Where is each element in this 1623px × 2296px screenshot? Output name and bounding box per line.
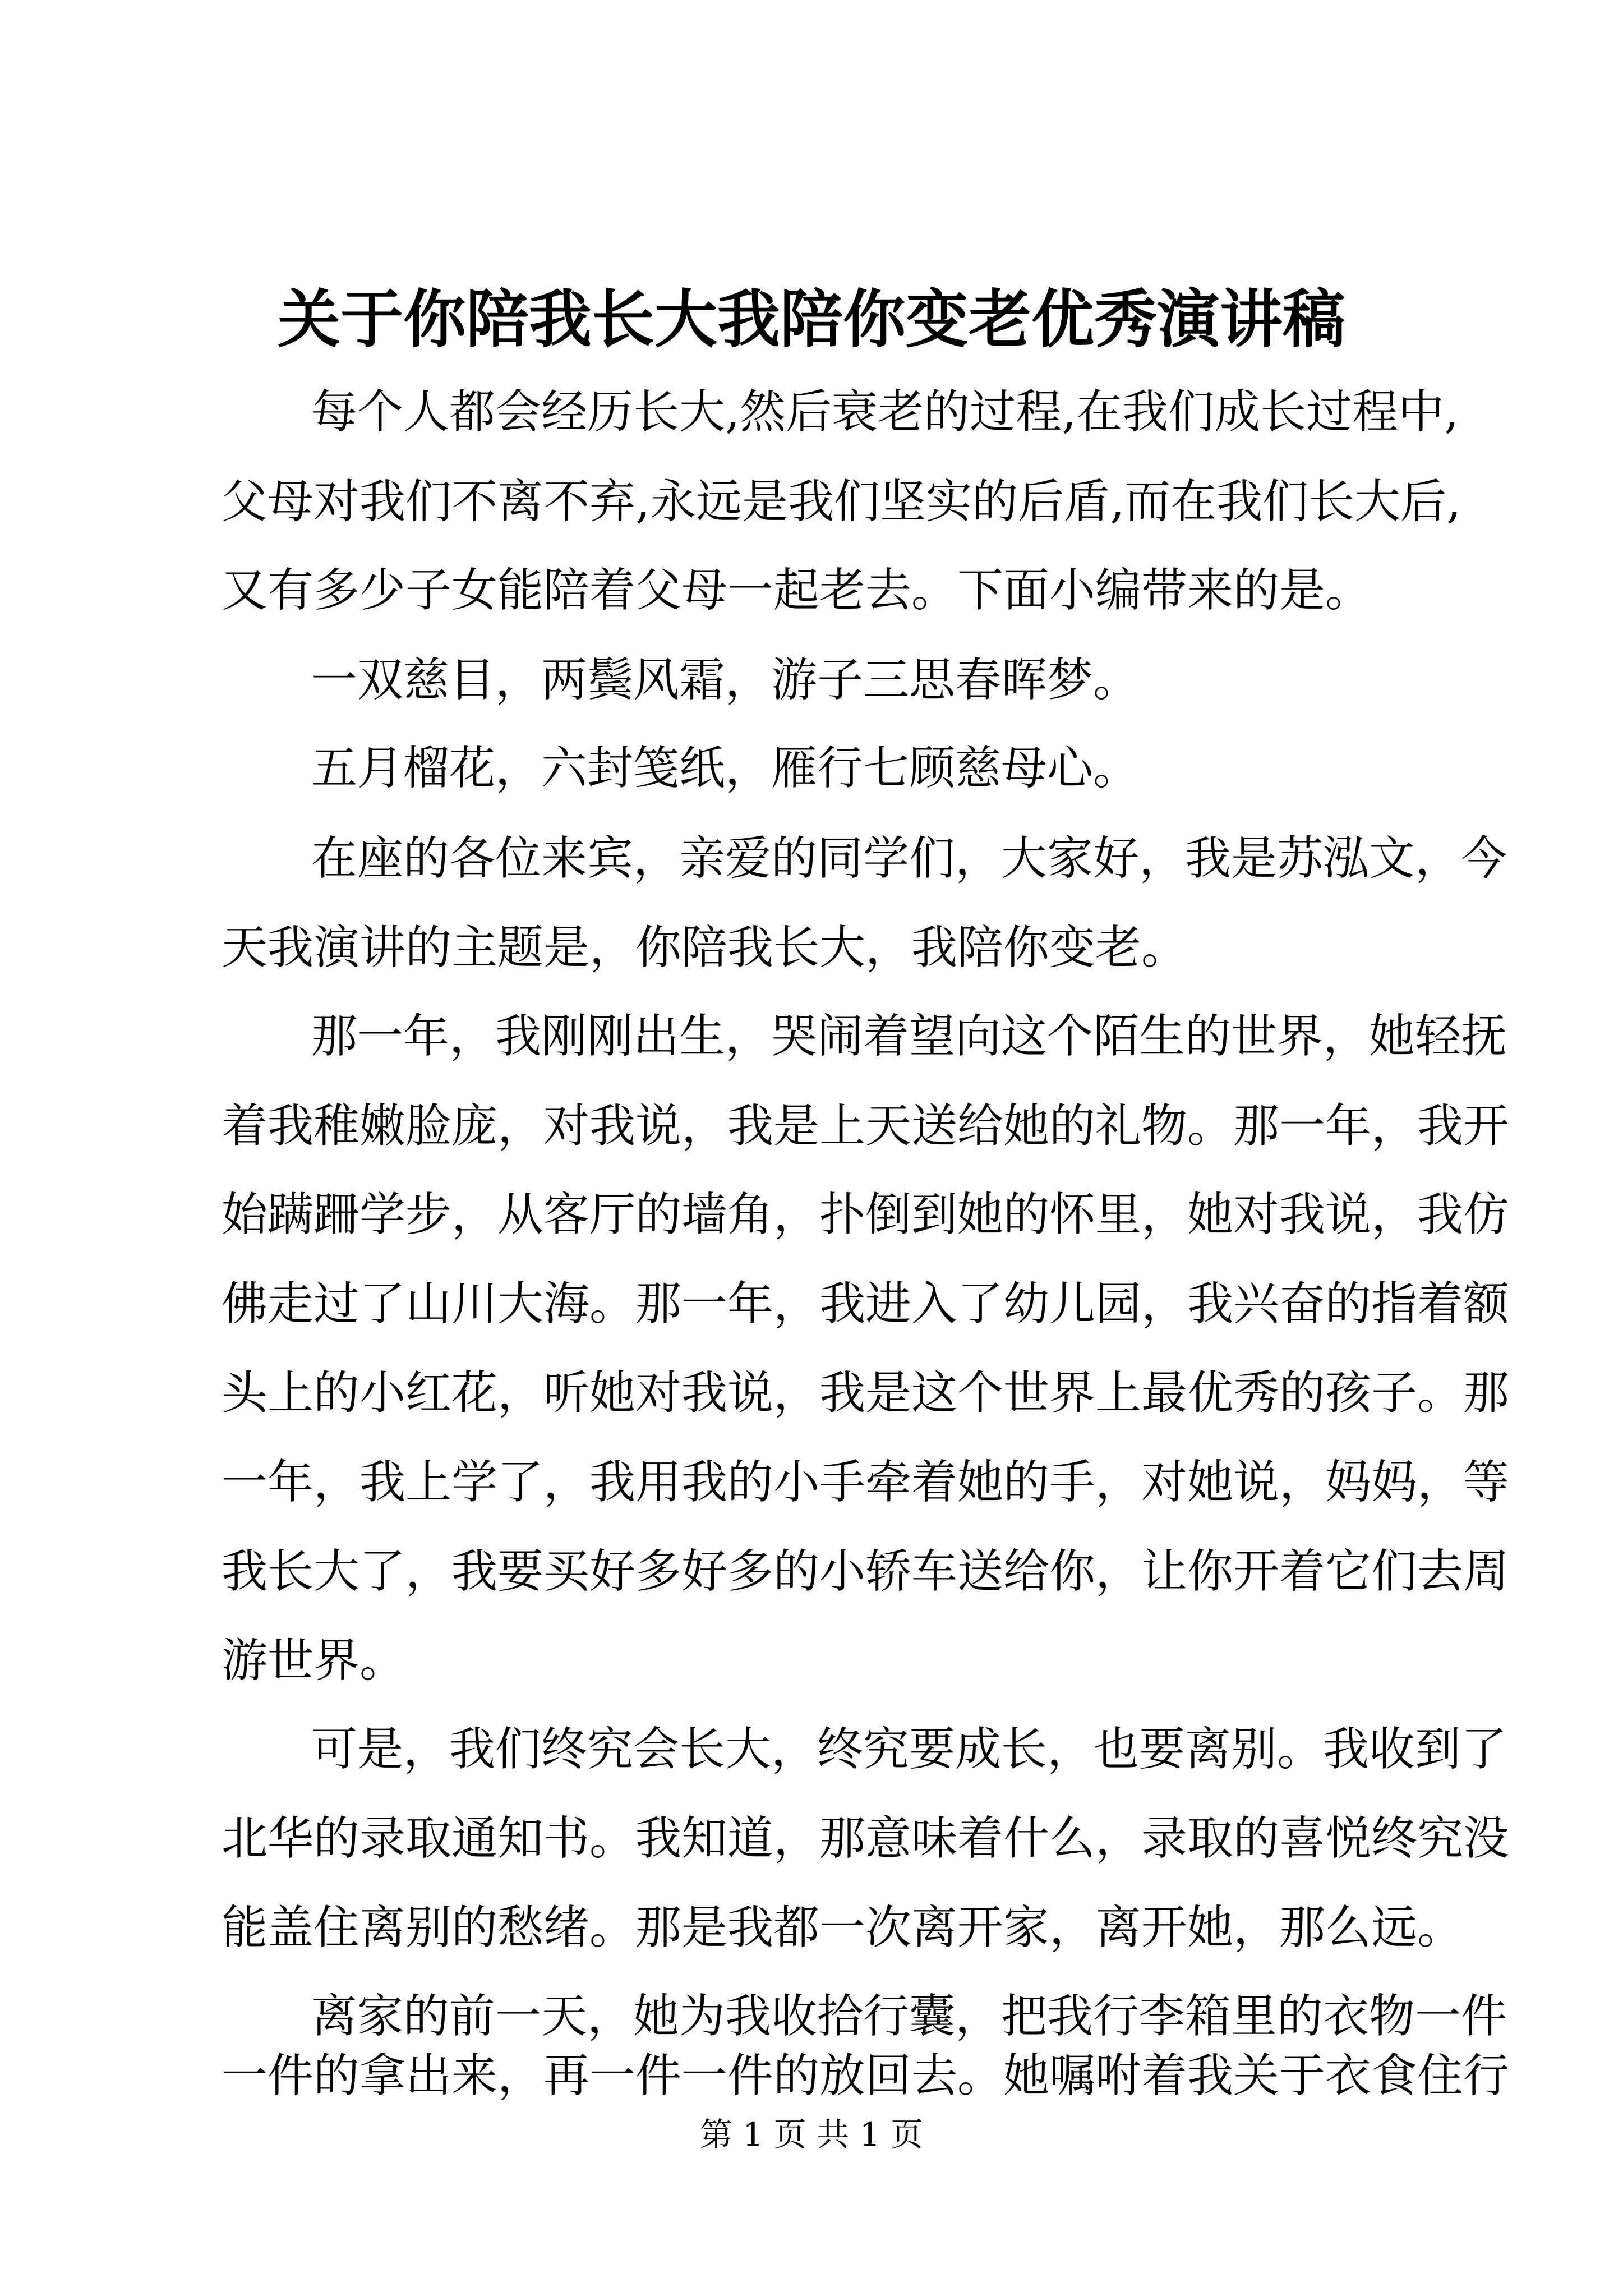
text-line: 可是，我们终究会长大，终究要成长，也要离别。我收到了 bbox=[311, 1723, 1507, 1776]
text-line: 五月榴花，六封笺纸，雁行七顾慈母心。 bbox=[311, 742, 1140, 795]
document-title: 关于你陪我长大我陪你变老优秀演讲稿 bbox=[278, 283, 1345, 356]
text-line: 每个人都会经历长大,然后衰老的过程,在我们成长过程中, bbox=[311, 385, 1459, 439]
text-line: 北华的录取通知书。我知道，那意味着什么，录取的喜悦终究没 bbox=[222, 1812, 1510, 1865]
text-line: 在座的各位来宾，亲爱的同学们，大家好，我是苏泓文，今 bbox=[311, 832, 1507, 885]
text-line: 我长大了，我要买好多好多的小轿车送给你，让你开着它们去周 bbox=[222, 1545, 1510, 1598]
text-line: 一件的拿出来，再一件一件的放回去。她嘱咐着我关于衣食住行 bbox=[222, 2049, 1510, 2102]
text-line: 始蹒跚学步，从客厅的墙角，扑倒到她的怀里，她对我说，我仿 bbox=[222, 1188, 1510, 1241]
text-line: 天我演讲的主题是，你陪我长大，我陪你变老。 bbox=[222, 921, 1188, 974]
text-line: 能盖住离别的愁绪。那是我都一次离开家，离开她，那么远。 bbox=[222, 1901, 1464, 1954]
text-line: 离家的前一天，她为我收拾行囊，把我行李箱里的衣物一件 bbox=[311, 1990, 1507, 2043]
text-line: 游世界。 bbox=[222, 1634, 406, 1687]
text-line: 佛走过了山川大海。那一年，我进入了幼儿园，我兴奋的指着额 bbox=[222, 1277, 1510, 1331]
page-footer: 第 1 页 共 1 页 bbox=[700, 2115, 923, 2154]
text-line: 头上的小红花，听她对我说，我是这个世界上最优秀的孩子。那 bbox=[222, 1366, 1510, 1420]
text-line: 一双慈目，两鬓风霜，游子三思春晖梦。 bbox=[311, 654, 1140, 707]
text-line: 父母对我们不离不弃,永远是我们坚实的后盾,而在我们长大后, bbox=[222, 475, 1461, 528]
text-line: 又有多少子女能陪着父母一起老去。下面小编带来的是。 bbox=[222, 564, 1372, 617]
text-line: 那一年，我刚刚出生，哭闹着望向这个陌生的世界，她轻抚 bbox=[311, 1010, 1507, 1063]
text-line: 着我稚嫩脸庞，对我说，我是上天送给她的礼物。那一年，我开 bbox=[222, 1099, 1510, 1153]
text-line: 一年，我上学了，我用我的小手牵着她的手，对她说，妈妈，等 bbox=[222, 1456, 1510, 1509]
